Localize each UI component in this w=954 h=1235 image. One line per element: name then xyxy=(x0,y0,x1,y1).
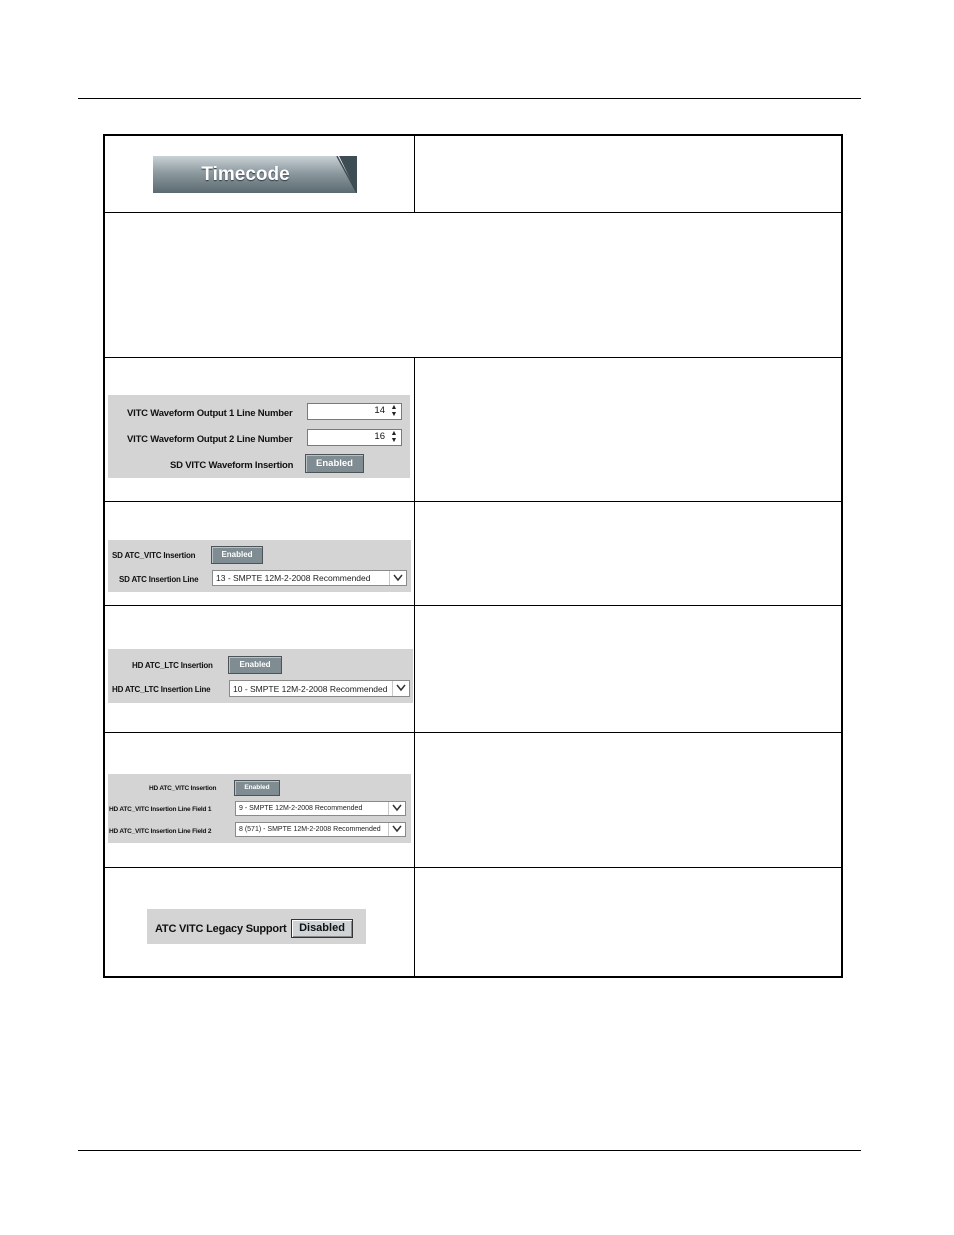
hd-atc-vitc-field1-label: HD ATC_VITC Insertion Line Field 1 xyxy=(109,805,212,813)
overview-cell xyxy=(104,212,842,357)
chevron-down-icon[interactable] xyxy=(388,802,405,815)
sd-atc-line-select[interactable]: 13 - SMPTE 12M-2-2008 Recommended xyxy=(212,570,407,586)
legacy-label: ATC VITC Legacy Support xyxy=(155,922,287,935)
footer-rule xyxy=(78,1150,861,1151)
tab-cell xyxy=(104,135,414,212)
hd-atc-ltc-description-cell xyxy=(414,605,842,732)
hd-atc-vitc-field2-label: HD ATC_VITC Insertion Line Field 2 xyxy=(109,827,212,835)
chevron-down-icon[interactable] xyxy=(388,823,405,836)
chevron-down-icon[interactable] xyxy=(392,681,409,696)
sd-vitc-insertion-toggle[interactable]: Enabled xyxy=(305,454,364,473)
legacy-panel xyxy=(147,909,366,944)
vitc-waveform-description-cell xyxy=(414,357,842,501)
timecode-function-table xyxy=(103,134,843,978)
hd-atc-ltc-line-label: HD ATC_LTC Insertion Line xyxy=(112,684,211,694)
sd-atc-insertion-toggle[interactable]: Enabled xyxy=(211,546,263,564)
vitc-output1-label: VITC Waveform Output 1 Line Number xyxy=(127,407,293,419)
sd-atc-line-label: SD ATC Insertion Line xyxy=(119,574,199,584)
sd-atc-insertion-label: SD ATC_VITC Insertion xyxy=(112,550,196,560)
legacy-description-cell xyxy=(414,867,842,977)
spinner-arrows-icon[interactable]: ▲ ▼ xyxy=(390,403,398,418)
header-rule xyxy=(78,98,861,99)
hd-atc-vitc-panel xyxy=(108,774,411,843)
sd-vitc-insertion-label: SD VITC Waveform Insertion xyxy=(170,459,294,471)
vitc-output2-spinner[interactable]: 16 ▲ ▼ xyxy=(307,429,402,446)
hd-atc-vitc-field1-select[interactable]: 9 - SMPTE 12M-2-2008 Recommended xyxy=(235,801,406,816)
hd-atc-vitc-insertion-label: HD ATC_VITC Insertion xyxy=(149,784,217,792)
hd-atc-ltc-line-select[interactable]: 10 - SMPTE 12M-2-2008 Recommended xyxy=(229,680,410,697)
legacy-toggle[interactable]: Disabled xyxy=(291,919,353,938)
vitc-output1-spinner[interactable]: 14 ▲ ▼ xyxy=(307,403,402,420)
tab-label: Timecode xyxy=(201,164,290,185)
hd-atc-ltc-control-cell xyxy=(104,605,414,732)
sd-atc-control-cell xyxy=(104,501,414,605)
chevron-down-icon[interactable] xyxy=(389,571,406,585)
hd-atc-vitc-insertion-toggle[interactable]: Enabled xyxy=(234,780,280,796)
hd-atc-vitc-control-cell xyxy=(104,732,414,867)
sd-atc-panel xyxy=(108,540,411,592)
hd-atc-vitc-field2-select[interactable]: 8 (571) - SMPTE 12M-2-2008 Recommended xyxy=(235,822,406,837)
vitc-waveform-panel xyxy=(108,395,410,478)
hd-atc-ltc-insertion-label: HD ATC_LTC Insertion xyxy=(132,660,213,670)
tab-description-cell xyxy=(414,135,842,212)
vitc-output2-label: VITC Waveform Output 2 Line Number xyxy=(127,433,293,445)
vitc-waveform-control-cell xyxy=(104,357,414,501)
spinner-arrows-icon[interactable]: ▲ ▼ xyxy=(390,429,398,444)
legacy-control-cell xyxy=(104,867,414,977)
timecode-tab[interactable] xyxy=(153,156,357,193)
hd-atc-ltc-panel xyxy=(108,649,413,703)
sd-atc-description-cell xyxy=(414,501,842,605)
hd-atc-ltc-insertion-toggle[interactable]: Enabled xyxy=(228,656,282,674)
hd-atc-vitc-description-cell xyxy=(414,732,842,867)
